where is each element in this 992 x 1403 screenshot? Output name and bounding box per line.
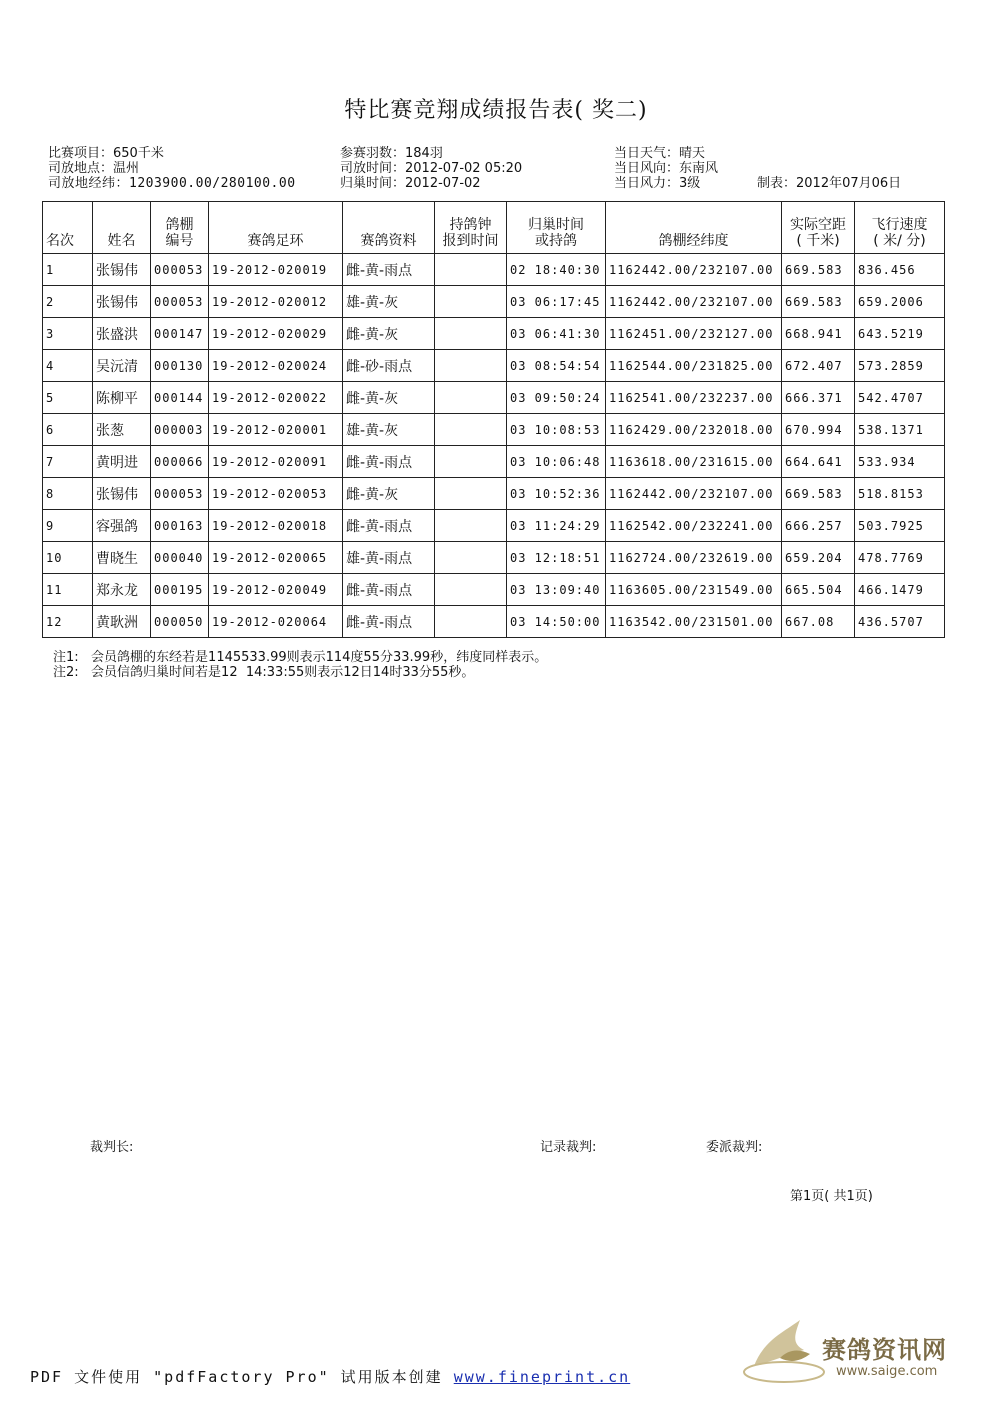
table-row — [43, 478, 945, 510]
cell-distance: 672.407 — [782, 350, 855, 382]
cell-name: 张锡伟 — [93, 286, 151, 318]
cell-name: 陈柳平 — [93, 382, 151, 414]
logo-url: www.saige.com — [836, 1364, 938, 1379]
cell-ring: 19-2012-020018 — [209, 510, 343, 542]
cell-ring: 19-2012-020029 — [209, 318, 343, 350]
cell-name: 张盛洪 — [93, 318, 151, 350]
meta-weather: 当日天气：晴天 — [614, 146, 706, 161]
cell-pigeon-info: 雌-黄-灰 — [343, 318, 435, 350]
cell-distance: 666.371 — [782, 382, 855, 414]
cell-speed: 836.456 — [855, 254, 945, 286]
table-header-row — [43, 202, 945, 254]
cell-loft-id: 000066 — [151, 446, 209, 478]
meta-wind-direction: 当日风向：东南风 — [614, 161, 719, 176]
cell-pigeon-info: 雌-黄-雨点 — [343, 510, 435, 542]
cell-speed: 533.934 — [855, 446, 945, 478]
cell-rank: 12 — [43, 606, 93, 638]
header-pigeon-info: 赛鸽资料 — [343, 202, 435, 254]
cell-clock-time — [435, 286, 507, 318]
cell-loft-coords: 1163618.00/231615.00 — [606, 446, 782, 478]
cell-name: 黄耿洲 — [93, 606, 151, 638]
cell-distance: 669.583 — [782, 478, 855, 510]
cell-return-time: 03 10:08:53 — [507, 414, 606, 446]
cell-loft-coords: 1162442.00/232107.00 — [606, 286, 782, 318]
header-speed: 飞行速度 ( 米/ 分) — [855, 202, 945, 254]
cell-pigeon-info: 雄-黄-灰 — [343, 286, 435, 318]
cell-return-time: 03 10:06:48 — [507, 446, 606, 478]
cell-loft-id: 000144 — [151, 382, 209, 414]
cell-rank: 11 — [43, 574, 93, 606]
cell-loft-coords: 1162451.00/232127.00 — [606, 318, 782, 350]
pigeon-icon — [740, 1310, 830, 1390]
cell-speed: 518.8153 — [855, 478, 945, 510]
report-title: 特比赛竞翔成绩报告表( 奖二) — [344, 98, 648, 123]
cell-ring: 19-2012-020022 — [209, 382, 343, 414]
cell-name: 容强鸽 — [93, 510, 151, 542]
cell-speed: 503.7925 — [855, 510, 945, 542]
cell-ring: 19-2012-020065 — [209, 542, 343, 574]
cell-pigeon-info: 雌-砂-雨点 — [343, 350, 435, 382]
cell-loft-coords: 1163605.00/231549.00 — [606, 574, 782, 606]
cell-rank: 6 — [43, 414, 93, 446]
cell-ring: 19-2012-020049 — [209, 574, 343, 606]
meta-release-coords: 司放地经纬：1203900.00/280100.00 — [48, 176, 296, 191]
cell-return-time: 03 08:54:54 — [507, 350, 606, 382]
cell-pigeon-info: 雌-黄-雨点 — [343, 574, 435, 606]
cell-ring: 19-2012-020024 — [209, 350, 343, 382]
cell-speed: 643.5219 — [855, 318, 945, 350]
cell-loft-id: 000040 — [151, 542, 209, 574]
cell-ring: 19-2012-020001 — [209, 414, 343, 446]
cell-loft-coords: 1162542.00/232241.00 — [606, 510, 782, 542]
cell-loft-id: 000147 — [151, 318, 209, 350]
note-1: 注1: 会员鸽棚的东经若是1145533.99则表示114度55分33.99秒，纬度同样表示。 — [53, 650, 548, 665]
cell-pigeon-info: 雌-黄-灰 — [343, 478, 435, 510]
cell-ring: 19-2012-020064 — [209, 606, 343, 638]
table-row — [43, 254, 945, 286]
meta-race-item: 比赛项目：650千米 — [48, 146, 164, 161]
cell-loft-coords: 1162724.00/232619.00 — [606, 542, 782, 574]
cell-name: 张锡伟 — [93, 254, 151, 286]
cell-name: 曹晓生 — [93, 542, 151, 574]
cell-clock-time — [435, 574, 507, 606]
header-return-time: 归巢时间 或持鸽 — [507, 202, 606, 254]
header-distance: 实际空距 ( 千米) — [782, 202, 855, 254]
table-row — [43, 606, 945, 638]
cell-speed: 478.7769 — [855, 542, 945, 574]
meta-left — [48, 146, 296, 191]
cell-speed: 466.1479 — [855, 574, 945, 606]
meta-wind-force: 当日风力：3级 — [614, 176, 701, 191]
cell-pigeon-info: 雌-黄-雨点 — [343, 254, 435, 286]
cell-rank: 2 — [43, 286, 93, 318]
cell-clock-time — [435, 382, 507, 414]
cell-return-time: 03 14:50:00 — [507, 606, 606, 638]
cell-name: 张锡伟 — [93, 478, 151, 510]
cell-clock-time — [435, 510, 507, 542]
cell-clock-time — [435, 478, 507, 510]
header-loft-coords: 鸽棚经纬度 — [606, 202, 782, 254]
table-row — [43, 574, 945, 606]
cell-distance: 659.204 — [782, 542, 855, 574]
cell-rank: 9 — [43, 510, 93, 542]
cell-loft-id: 000163 — [151, 510, 209, 542]
cell-return-time: 03 06:17:45 — [507, 286, 606, 318]
meta-release-time: 司放时间：2012-07-02 05:20 — [340, 161, 523, 176]
page-number: 第1页( 共1页) — [790, 1189, 873, 1204]
cell-name: 张葱 — [93, 414, 151, 446]
cell-name: 吴沅清 — [93, 350, 151, 382]
cell-name: 郑永龙 — [93, 574, 151, 606]
cell-name: 黄明进 — [93, 446, 151, 478]
header-ring: 赛鸽足环 — [209, 202, 343, 254]
results-table — [42, 201, 945, 638]
cell-loft-id: 000195 — [151, 574, 209, 606]
meta-middle — [340, 146, 522, 191]
cell-loft-coords: 1162442.00/232107.00 — [606, 478, 782, 510]
cell-speed: 542.4707 — [855, 382, 945, 414]
cell-clock-time — [435, 254, 507, 286]
table-row — [43, 414, 945, 446]
table-row — [43, 542, 945, 574]
site-logo — [740, 1310, 970, 1390]
cell-return-time: 03 11:24:29 — [507, 510, 606, 542]
signature-recorder: 记录裁判: — [540, 1140, 597, 1155]
cell-rank: 7 — [43, 446, 93, 478]
cell-rank: 10 — [43, 542, 93, 574]
cell-loft-id: 000053 — [151, 254, 209, 286]
cell-distance: 668.941 — [782, 318, 855, 350]
cell-return-time: 03 10:52:36 — [507, 478, 606, 510]
meta-right — [614, 146, 718, 191]
cell-rank: 1 — [43, 254, 93, 286]
cell-ring: 19-2012-020091 — [209, 446, 343, 478]
cell-loft-id: 000130 — [151, 350, 209, 382]
cell-speed: 436.5707 — [855, 606, 945, 638]
cell-rank: 5 — [43, 382, 93, 414]
meta-release-place: 司放地点：温州 — [48, 161, 140, 176]
table-row — [43, 318, 945, 350]
cell-clock-time — [435, 542, 507, 574]
table-row — [43, 382, 945, 414]
cell-rank: 4 — [43, 350, 93, 382]
logo-name: 赛鸽资讯网 — [822, 1336, 947, 1364]
cell-clock-time — [435, 318, 507, 350]
table-row — [43, 286, 945, 318]
cell-speed: 659.2006 — [855, 286, 945, 318]
cell-loft-id: 000053 — [151, 478, 209, 510]
cell-return-time: 03 12:18:51 — [507, 542, 606, 574]
cell-loft-coords: 1162442.00/232107.00 — [606, 254, 782, 286]
cell-pigeon-info: 雄-黄-灰 — [343, 414, 435, 446]
cell-speed: 538.1371 — [855, 414, 945, 446]
header-loft-id: 鸽棚 编号 — [151, 202, 209, 254]
cell-clock-time — [435, 446, 507, 478]
cell-return-time: 03 09:50:24 — [507, 382, 606, 414]
cell-clock-time — [435, 606, 507, 638]
footer-text: PDF 文件使用 "pdfFactory Pro" 试用版本创建 — [30, 1368, 454, 1386]
cell-distance: 669.583 — [782, 254, 855, 286]
meta-made-date: 制表：2012年07月06日 — [757, 176, 902, 191]
cell-pigeon-info: 雌-黄-灰 — [343, 382, 435, 414]
cell-ring: 19-2012-020053 — [209, 478, 343, 510]
cell-return-time: 03 06:41:30 — [507, 318, 606, 350]
meta-return-time: 归巢时间：2012-07-02 — [340, 176, 481, 191]
table-row — [43, 510, 945, 542]
meta-entries: 参赛羽数：184羽 — [340, 146, 443, 161]
pdf-footer — [30, 1366, 630, 1387]
results-body — [43, 254, 945, 638]
header-clock-time: 持鸽钟 报到时间 — [435, 202, 507, 254]
cell-distance: 664.641 — [782, 446, 855, 478]
cell-pigeon-info: 雌-黄-雨点 — [343, 446, 435, 478]
cell-ring: 19-2012-020019 — [209, 254, 343, 286]
cell-loft-coords: 1163542.00/231501.00 — [606, 606, 782, 638]
cell-return-time: 03 13:09:40 — [507, 574, 606, 606]
cell-ring: 19-2012-020012 — [209, 286, 343, 318]
cell-loft-coords: 1162544.00/231825.00 — [606, 350, 782, 382]
cell-pigeon-info: 雄-黄-雨点 — [343, 542, 435, 574]
cell-loft-id: 000053 — [151, 286, 209, 318]
signature-delegate: 委派裁判: — [706, 1140, 763, 1155]
cell-return-time: 02 18:40:30 — [507, 254, 606, 286]
header-name: 姓名 — [93, 202, 151, 254]
header-rank: 名次 — [43, 202, 93, 254]
note-2: 注2: 会员信鸽归巢时间若是12 14:33:55则表示12日14时33分55秒。 — [53, 665, 475, 680]
cell-distance: 669.583 — [782, 286, 855, 318]
cell-clock-time — [435, 350, 507, 382]
cell-pigeon-info: 雌-黄-雨点 — [343, 606, 435, 638]
table-row — [43, 350, 945, 382]
footer-link[interactable]: www.fineprint.cn — [453, 1368, 631, 1386]
cell-distance: 667.08 — [782, 606, 855, 638]
table-row — [43, 446, 945, 478]
cell-distance: 670.994 — [782, 414, 855, 446]
cell-rank: 8 — [43, 478, 93, 510]
notes — [53, 650, 547, 680]
cell-speed: 573.2859 — [855, 350, 945, 382]
cell-loft-id: 000050 — [151, 606, 209, 638]
cell-distance: 666.257 — [782, 510, 855, 542]
cell-loft-coords: 1162429.00/232018.00 — [606, 414, 782, 446]
signature-chief-judge: 裁判长: — [90, 1140, 134, 1155]
cell-loft-id: 000003 — [151, 414, 209, 446]
cell-rank: 3 — [43, 318, 93, 350]
cell-distance: 665.504 — [782, 574, 855, 606]
cell-clock-time — [435, 414, 507, 446]
cell-loft-coords: 1162541.00/232237.00 — [606, 382, 782, 414]
